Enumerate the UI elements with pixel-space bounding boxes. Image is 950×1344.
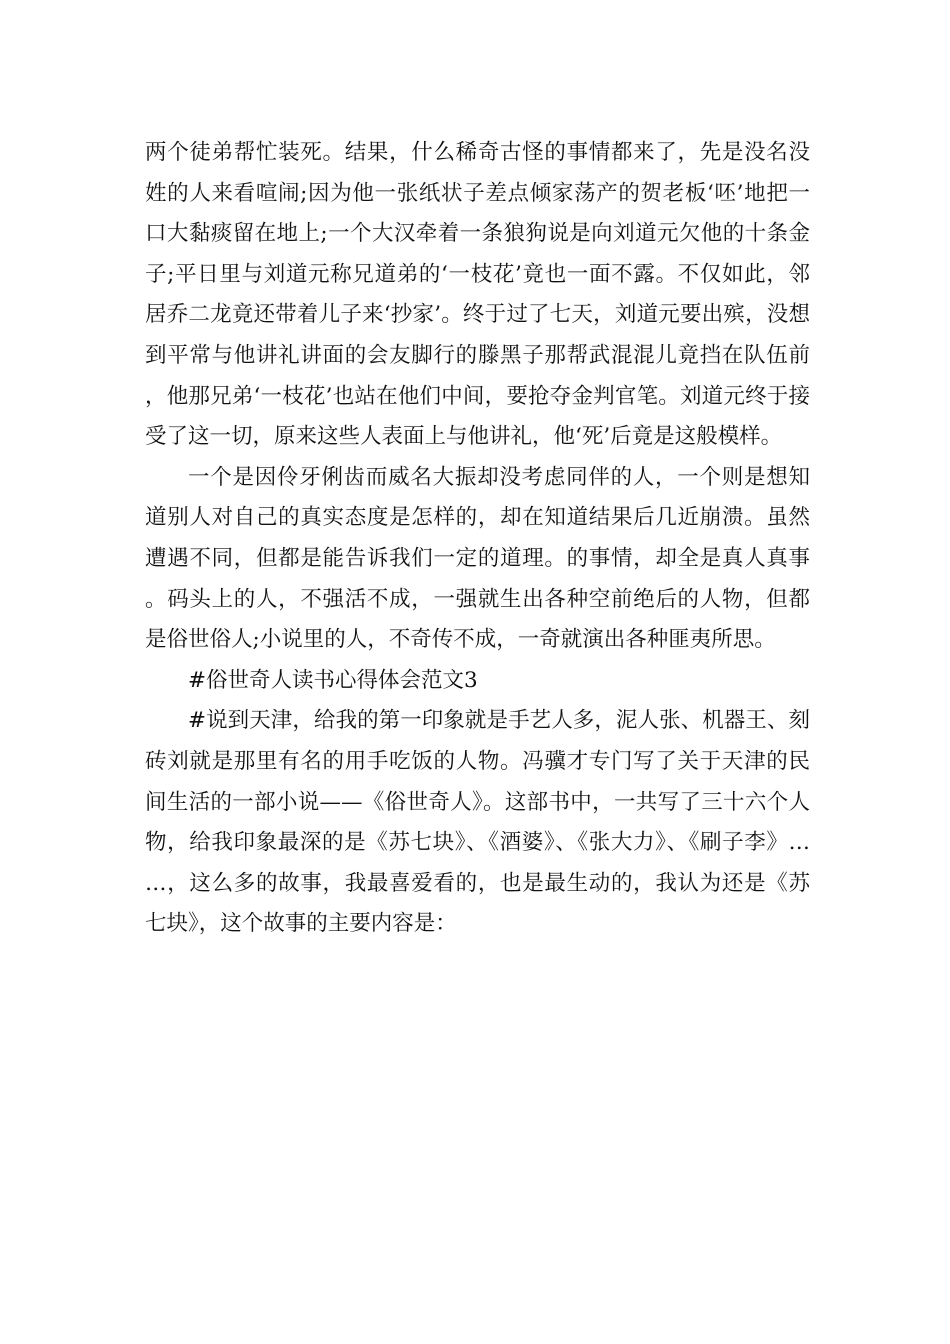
body-paragraph: 两个徒弟帮忙装死。结果，什么稀奇古怪的事情都来了，先是没名没姓的人来看喧闹;因为他一张纸状子差点倾家荡产的贺老板‘呸’地把一口大黏痰留在地上;一个大汉牵着一条狼狗说是向刘道元欠他的十条金子;平日里与刘道元称兄道弟的‘一枝花’竟也一面不露。不仅如此，邻居乔二龙竟还带着儿子来‘抄家’。终于过了七天，刘道元要出殡，没想到平常与他讲礼讲面的会友脚行的滕黑子那帮武混混儿竟挡在队伍前，他那兄弟‘一枝花’也站在他们中间，要抢夺金判官笔。刘道元终于接受了这一切，原来这些人表面上与他讲礼，他‘死’后竟是这般模样。 bbox=[145, 140, 810, 450]
body-paragraph: #说到天津，给我的第一印象就是手艺人多，泥人张、机器王、刻砖刘就是那里有名的用手吃饭的人物。冯骥才专门写了关于天津的民间生活的一部小说——《俗世奇人》。这部书中，一共写了三十六个人物，给我印象最深的是《苏七块》、《酒婆》、《张大力》、《刷子李》……，这么多的故事，我最喜爱看的，也是最生动的，我认为还是《苏七块》，这个故事的主要内容是： bbox=[145, 708, 810, 937]
document-page bbox=[145, 133, 810, 945]
section-heading: #俗世奇人读书心得体会范文3 bbox=[188, 667, 478, 693]
body-paragraph: 一个是因伶牙俐齿而威名大振却没考虑同伴的人，一个则是想知道别人对自己的真实态度是怎样的，却在知道结果后几近崩溃。虽然遭遇不同，但都是能告诉我们一定的道理。的事情，却全是真人真事。码头上的人，不强活不成，一强就生出各种空前绝后的人物，但都是俗世俗人;小说里的人，不奇传不成，一奇就演出各种匪夷所思。 bbox=[145, 464, 810, 653]
